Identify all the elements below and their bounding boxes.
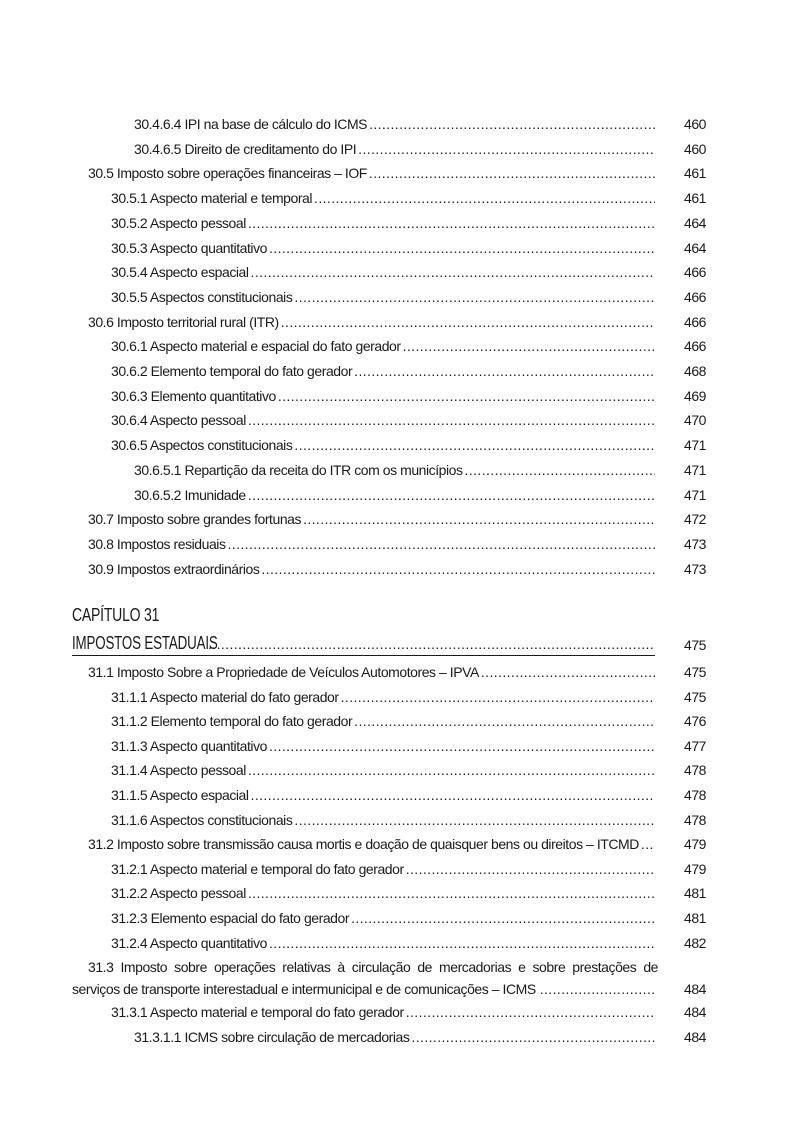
chapter-title-entry[interactable] xyxy=(0,630,800,656)
toc-entry-label: 30.6.2 Elemento temporal do fato gerador xyxy=(111,363,353,379)
toc-entry-label-wrap xyxy=(88,661,655,683)
toc-entry-label-wrap xyxy=(111,759,655,781)
toc-entry-label-wrap xyxy=(111,434,655,456)
toc-entry-label: 31.2.2 Aspecto pessoal xyxy=(111,885,246,902)
toc-entry-label: 31.1.6 Aspectos constitucionais xyxy=(111,811,293,828)
toc-entry[interactable] xyxy=(0,686,800,708)
toc-entry[interactable] xyxy=(0,434,800,456)
toc-entry[interactable] xyxy=(0,311,800,333)
toc-entry-label-wrap xyxy=(111,385,655,407)
toc-entry-label-wrap xyxy=(111,212,655,234)
toc-entry-page-number: 466 xyxy=(683,288,706,305)
leader-dots xyxy=(303,508,655,530)
leader-dots xyxy=(540,978,655,1000)
toc-entry-page-number: 466 xyxy=(683,338,706,355)
chapter-page-number: 475 xyxy=(683,637,706,653)
toc-entry-label: 31.3.1.1 ICMS sobre circulação de mercadorias xyxy=(134,1028,410,1045)
toc-entry-label: 31.1.5 Aspecto espacial xyxy=(111,787,249,803)
leader-dots xyxy=(354,360,655,382)
toc-entry[interactable] xyxy=(0,882,800,904)
toc-entry-label: 31.1.3 Aspecto quantitativo xyxy=(111,737,267,754)
toc-entry-label-wrap xyxy=(111,360,655,382)
leader-dots xyxy=(278,385,655,407)
toc-entry-page-number: 484 xyxy=(683,1004,706,1020)
toc-entry-label: 30.4.6.5 Direito de creditamento do IPI xyxy=(134,140,357,157)
toc-entry-label-wrap xyxy=(111,409,655,431)
leader-dots xyxy=(641,833,655,855)
toc-entry-label: 30.5.2 Aspecto pessoal xyxy=(111,214,246,231)
leader-dots xyxy=(341,686,655,708)
leader-dots xyxy=(369,113,655,135)
toc-entry-label-wrap xyxy=(111,932,655,954)
toc-entry-label: 31.1.4 Aspecto pessoal xyxy=(111,762,246,779)
toc-entry-label: 30.6.5.2 Imunidade xyxy=(134,486,246,503)
toc-entry-label-wrap xyxy=(134,1026,655,1048)
toc-entry-page-number: 475 xyxy=(683,688,706,705)
toc-entry-page-number: 468 xyxy=(683,363,706,379)
toc-entry[interactable] xyxy=(0,1026,800,1048)
toc-entry-page-number: 464 xyxy=(683,239,706,256)
leader-dots xyxy=(294,809,655,831)
toc-entry[interactable] xyxy=(0,858,800,880)
toc-entry[interactable] xyxy=(0,113,800,135)
leader-dots xyxy=(251,261,655,283)
toc-entry-page-number: 460 xyxy=(683,116,706,132)
toc-entry-page-number: 481 xyxy=(683,910,706,926)
leader-dots xyxy=(351,907,655,929)
leader-dots xyxy=(411,1026,655,1048)
toc-entry-page-number: 461 xyxy=(683,165,706,182)
toc-entry-label-wrap xyxy=(111,784,655,806)
toc-entry-label-wrap xyxy=(134,113,655,135)
toc-entry[interactable] xyxy=(0,759,800,781)
toc-entry-page-number: 460 xyxy=(683,140,706,157)
toc-entry-label-wrap xyxy=(111,710,655,732)
toc-entry-label-wrap xyxy=(111,237,655,259)
leader-dots xyxy=(294,434,655,456)
leader-dots xyxy=(228,533,655,555)
toc-entry-label: 31.2.1 Aspecto material e temporal do fato gerador xyxy=(111,860,404,877)
toc-entry-label: 30.6.3 Elemento quantitativo xyxy=(111,387,276,404)
toc-entry-page-number: 473 xyxy=(683,535,706,552)
leader-dots xyxy=(251,784,655,806)
toc-entry-label-wrap xyxy=(134,138,655,160)
toc-entry-31-3-line2: serviços de transporte interestadual e intermunicipal e de comunicações – ICMS xyxy=(72,981,536,997)
toc-entry[interactable] xyxy=(0,459,800,481)
toc-entry-31-3-line1: 31.3 Imposto sobre operações relativas à circulação de mercadorias e sobre prestações de xyxy=(88,959,658,975)
leader-dots xyxy=(314,187,655,209)
toc-entry-label-wrap xyxy=(88,833,655,855)
toc-entry[interactable] xyxy=(0,286,800,308)
toc-entry[interactable] xyxy=(0,162,800,184)
toc-entry[interactable] xyxy=(0,138,800,160)
leader-dots xyxy=(294,286,655,308)
toc-entry-label-wrap xyxy=(111,686,655,708)
toc-entry-label-wrap xyxy=(134,459,655,481)
toc-entry[interactable] xyxy=(0,1001,800,1023)
toc-entry-page-number: 482 xyxy=(683,934,706,951)
toc-entry-label: 30.5 Imposto sobre operações financeiras – IOF xyxy=(88,165,367,182)
toc-entry-page-number: 471 xyxy=(683,437,706,454)
toc-entry-label-wrap xyxy=(111,858,655,880)
toc-entry-page-number: 484 xyxy=(683,1028,706,1045)
toc-entry-label-wrap xyxy=(111,261,655,283)
toc-entry-label-wrap xyxy=(111,735,655,757)
toc-entry-label: 30.6.5.1 Repartição da receita do ITR com os municípios xyxy=(134,461,463,478)
leader-dots xyxy=(281,311,655,333)
toc-entry-label-wrap xyxy=(111,335,655,357)
leader-dots xyxy=(248,484,655,506)
toc-entry-page-number: 478 xyxy=(683,762,706,779)
chapter-rule xyxy=(72,655,655,656)
toc-entry-label-wrap xyxy=(88,311,655,333)
toc-entry[interactable] xyxy=(0,833,800,855)
leader-dots xyxy=(248,409,655,431)
toc-entry-page-number: 475 xyxy=(683,664,706,680)
toc-entry-label: 30.8 Impostos residuais xyxy=(88,535,226,552)
leader-dots xyxy=(358,138,655,160)
toc-entry-label-wrap xyxy=(111,286,655,308)
toc-entry-label: 30.5.1 Aspecto material e temporal xyxy=(111,190,313,207)
toc-entry[interactable] xyxy=(0,558,800,580)
leader-dots xyxy=(261,558,655,580)
leader-dots xyxy=(406,1001,655,1023)
leader-dots xyxy=(406,858,655,880)
chapter-title: IMPOSTOS ESTADUAIS xyxy=(72,633,218,653)
toc-entry-label: 30.7 Imposto sobre grandes fortunas xyxy=(88,511,302,528)
toc-entry-page-number: 476 xyxy=(683,713,706,730)
toc-entry-page-number: 471 xyxy=(683,486,706,503)
toc-entry-31-3-page-number: 484 xyxy=(683,981,706,997)
toc-entry-page-number: 470 xyxy=(683,412,706,429)
toc-entry-label: 31.1 Imposto Sobre a Propriedade de Veículos Automotores – IPVA xyxy=(88,664,479,680)
toc-entry-label: 30.6.1 Aspecto material e espacial do fato gerador xyxy=(111,338,401,355)
toc-entry-label-wrap xyxy=(111,1001,655,1023)
toc-entry-page-number: 466 xyxy=(683,264,706,281)
toc-entry-31-3[interactable] xyxy=(0,956,800,1002)
toc-entry-label: 30.5.3 Aspecto quantitativo xyxy=(111,239,267,256)
toc-entry[interactable] xyxy=(0,784,800,806)
chapter-title-wrap xyxy=(72,630,655,656)
toc-entry[interactable] xyxy=(0,409,800,431)
leader-dots xyxy=(269,932,655,954)
toc-entry-label: 30.6.5 Aspectos constitucionais xyxy=(111,437,293,454)
toc-entry-page-number: 478 xyxy=(683,787,706,803)
toc-entry[interactable] xyxy=(0,261,800,283)
toc-entry-label: 31.1.1 Aspecto material do fato gerador xyxy=(111,688,339,705)
toc-entry-page-number: 477 xyxy=(683,737,706,754)
toc-entry-label-wrap xyxy=(88,533,655,555)
toc-entry[interactable] xyxy=(0,533,800,555)
toc-entry[interactable] xyxy=(0,484,800,506)
toc-entry-page-number: 471 xyxy=(683,461,706,478)
toc-entry-page-number: 461 xyxy=(683,190,706,207)
toc-entry-label: 30.5.4 Aspecto espacial xyxy=(111,264,249,281)
leader-dots xyxy=(354,710,655,732)
toc-entry[interactable] xyxy=(0,187,800,209)
leader-dots xyxy=(248,212,655,234)
toc-entry[interactable] xyxy=(0,385,800,407)
toc-entry[interactable] xyxy=(0,360,800,382)
toc-entry-label-wrap xyxy=(88,162,655,184)
toc-entry-label: 31.1.2 Elemento temporal do fato gerador xyxy=(111,713,353,730)
toc-entry-label: 31.2.4 Aspecto quantitativo xyxy=(111,934,267,951)
toc-entry-page-number: 473 xyxy=(683,560,706,577)
toc-entry[interactable] xyxy=(0,809,800,831)
toc-entry[interactable] xyxy=(0,735,800,757)
leader-dots xyxy=(248,882,655,904)
toc-entry-label-wrap xyxy=(111,809,655,831)
leader-dots xyxy=(269,735,655,757)
toc-entry-label-wrap xyxy=(111,187,655,209)
toc-entry-label-wrap xyxy=(88,508,655,530)
toc-entry-label: 30.9 Impostos extraordinários xyxy=(88,560,260,577)
toc-entry[interactable] xyxy=(0,237,800,259)
leader-dots xyxy=(465,459,655,481)
toc-entry[interactable] xyxy=(0,907,800,929)
toc-entry[interactable] xyxy=(0,710,800,732)
leader-dots xyxy=(269,237,655,259)
toc-entry-page-number: 481 xyxy=(683,885,706,902)
toc-entry-label: 30.5.5 Aspectos constitucionais xyxy=(111,288,293,305)
toc-entry[interactable] xyxy=(0,508,800,530)
toc-entry-label-wrap xyxy=(111,907,655,929)
toc-entry-label: 31.3.1 Aspecto material e temporal do fato gerador xyxy=(111,1004,404,1020)
toc-entry[interactable] xyxy=(0,661,800,683)
toc-entry-label: 31.2.3 Elemento espacial do fato gerador xyxy=(111,910,350,926)
toc-entry[interactable] xyxy=(0,212,800,234)
toc-entry-label: 30.4.6.4 IPI na base de cálculo do ICMS xyxy=(134,116,368,132)
toc-entry-label-wrap xyxy=(111,882,655,904)
toc-entry-label-wrap xyxy=(134,484,655,506)
toc-entry-page-number: 469 xyxy=(683,387,706,404)
toc-entry-label: 30.6.4 Aspecto pessoal xyxy=(111,412,246,429)
chapter-label: CAPÍTULO 31 xyxy=(72,605,160,625)
toc-entry-page-number: 479 xyxy=(683,836,706,853)
toc-entry[interactable] xyxy=(0,335,800,357)
leader-dots xyxy=(208,636,655,652)
leader-dots xyxy=(248,759,655,781)
toc-entry-31-3-line2-wrap xyxy=(72,978,655,1000)
leader-dots xyxy=(481,661,655,683)
toc-entry-label: 30.6 Imposto territorial rural (ITR) xyxy=(88,313,279,330)
toc-entry-label-wrap xyxy=(88,558,655,580)
toc-entry-label: 31.2 Imposto sobre transmissão causa mortis e doação de quaisquer bens ou direitos – ITCMD xyxy=(88,836,639,853)
toc-entry-page-number: 466 xyxy=(683,313,706,330)
leader-dots xyxy=(369,162,655,184)
toc-entry-page-number: 472 xyxy=(683,511,706,528)
toc-entry-page-number: 479 xyxy=(683,860,706,877)
toc-entry-page-number: 478 xyxy=(683,811,706,828)
toc-entry[interactable] xyxy=(0,932,800,954)
leader-dots xyxy=(403,335,655,357)
toc-entry-page-number: 464 xyxy=(683,214,706,231)
